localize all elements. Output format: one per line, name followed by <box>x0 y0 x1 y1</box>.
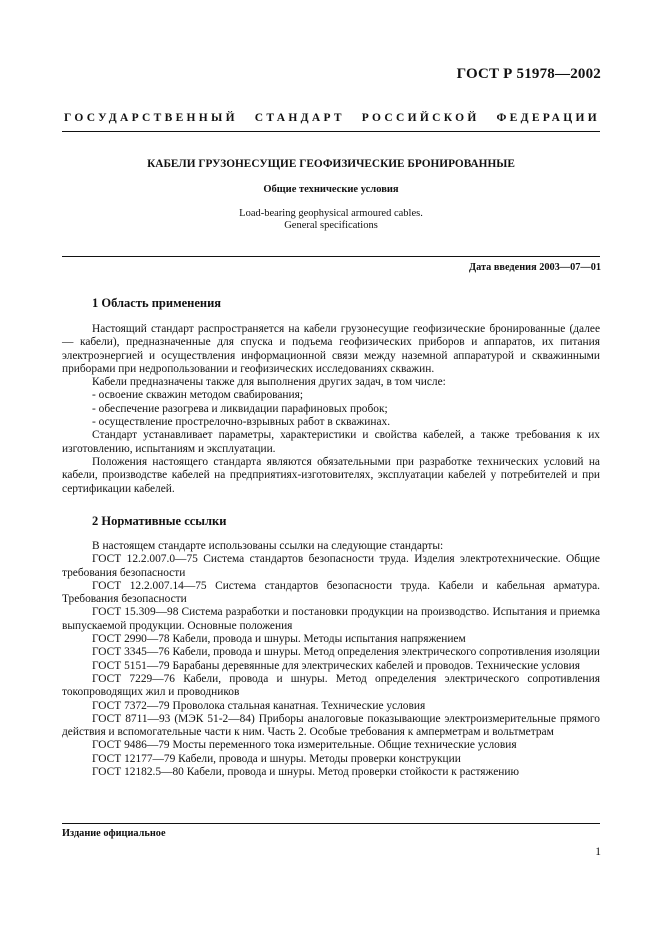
document-title: КАБЕЛИ ГРУЗОНЕСУЩИЕ ГЕОФИЗИЧЕСКИЕ БРОНИРОВАННЫЕ <box>147 158 515 170</box>
section-2-intro: В настоящем стандарте использованы ссылки на следующие стандарты: <box>92 540 444 552</box>
reference-item: ГОСТ 3345—76 Кабели, провода и шнуры. Метод определения электрического сопротивления изоляции <box>92 646 600 659</box>
gost-number: ГОСТ Р 51978—2002 <box>456 66 601 82</box>
section-1-heading: 1 Область применения <box>92 296 222 310</box>
reference-item: ГОСТ 7229—76 Кабели, провода и шнуры. Метод определения электрического сопротивления токопроводящих жил и проводников <box>62 672 600 699</box>
english-title <box>62 208 600 232</box>
middle-rule <box>62 256 600 257</box>
reference-item: ГОСТ 15.309—98 Система разработки и постановки продукции на производство. Испытания и приемка выпускаемой продукции. Основные положения <box>62 606 600 632</box>
reference-item: ГОСТ 7372—79 Проволока стальная канатная. Технические условия <box>92 699 426 712</box>
section-1-paragraph: Положения настоящего стандарта являются обязательными при разработке технических условий на кабели, производстве кабелей на предприятиях-изготовителях, эксплуатации кабелей у потребителей и при сертификации кабелей. <box>62 455 600 495</box>
reference-item: ГОСТ 8711—93 (МЭК 51-2—84) Приборы аналоговые показывающие электроизмерительные прямого действия и вспомогательные части к ним. Часть 2. Особые требования к амперметрам и вольтметрам <box>62 712 600 739</box>
state-standard-heading: ГОСУДАРСТВЕННЫЙ СТАНДАРТ РОССИЙСКОЙ ФЕДЕРАЦИИ <box>64 112 600 124</box>
bullet-item: - освоение скважин методом свабирования; <box>92 389 304 402</box>
document-subtitle: Общие технические условия <box>263 184 399 195</box>
reference-item: ГОСТ 12177—79 Кабели, провода и шнуры. Методы проверки конструкции <box>92 752 461 765</box>
section-2-heading: 2 Нормативные ссылки <box>92 514 227 528</box>
english-title-line1: Load-bearing geophysical armoured cables. <box>239 208 423 219</box>
reference-item: ГОСТ 9486—79 Мосты переменного тока измерительные. Общие технические условия <box>92 739 517 752</box>
page-number: 1 <box>595 846 601 858</box>
reference-item: ГОСТ 12.2.007.0—75 Система стандартов безопасности труда. Изделия электротехнические. Общие требования безопасности <box>62 553 600 579</box>
section-1-paragraph: Настоящий стандарт распространяется на кабели грузонесущие геофизические бронированные (далее — кабели), предназначенные для спуска и подъема геофизических приборов и аппаратов, их питания электроэнергией и осуществления информационной связи между наземной аппаратурой и скважинными приборами при недропользовании и геофизических исследованиях скважин. <box>62 323 600 375</box>
section-1-paragraph: Кабели предназначены также для выполнения других задач, в том числе: <box>92 376 446 389</box>
section-1-paragraph: Стандарт устанавливает параметры, характеристики и свойства кабелей, а также требования к их изготовлению, испытаниям и эксплуатации. <box>62 429 600 455</box>
edition-label: Издание официальное <box>62 828 166 839</box>
introduction-date: Дата введения 2003—07—01 <box>469 262 601 273</box>
bullet-item: - осуществление прострелочно-взрывных работ в скважинах. <box>92 416 391 429</box>
english-title-line2: General specifications <box>284 220 378 231</box>
reference-item: ГОСТ 5151—79 Барабаны деревянные для электрических кабелей и проводов. Технические условия <box>92 659 580 672</box>
reference-item: ГОСТ 12182.5—80 Кабели, провода и шнуры. Метод проверки стойкости к растяжению <box>92 766 520 779</box>
section-1-body <box>62 323 600 496</box>
reference-item: ГОСТ 12.2.007.14—75 Система стандартов безопасности труда. Кабели и кабельная арматура. Требования безопасности <box>62 579 600 606</box>
bottom-rule <box>62 823 600 824</box>
top-rule <box>62 131 600 132</box>
bullet-item: - обеспечение разогрева и ликвидации парафиновых пробок; <box>92 402 388 415</box>
reference-item: ГОСТ 2990—78 Кабели, провода и шнуры. Методы испытания напряжением <box>92 633 466 646</box>
section-2-body <box>62 540 600 779</box>
